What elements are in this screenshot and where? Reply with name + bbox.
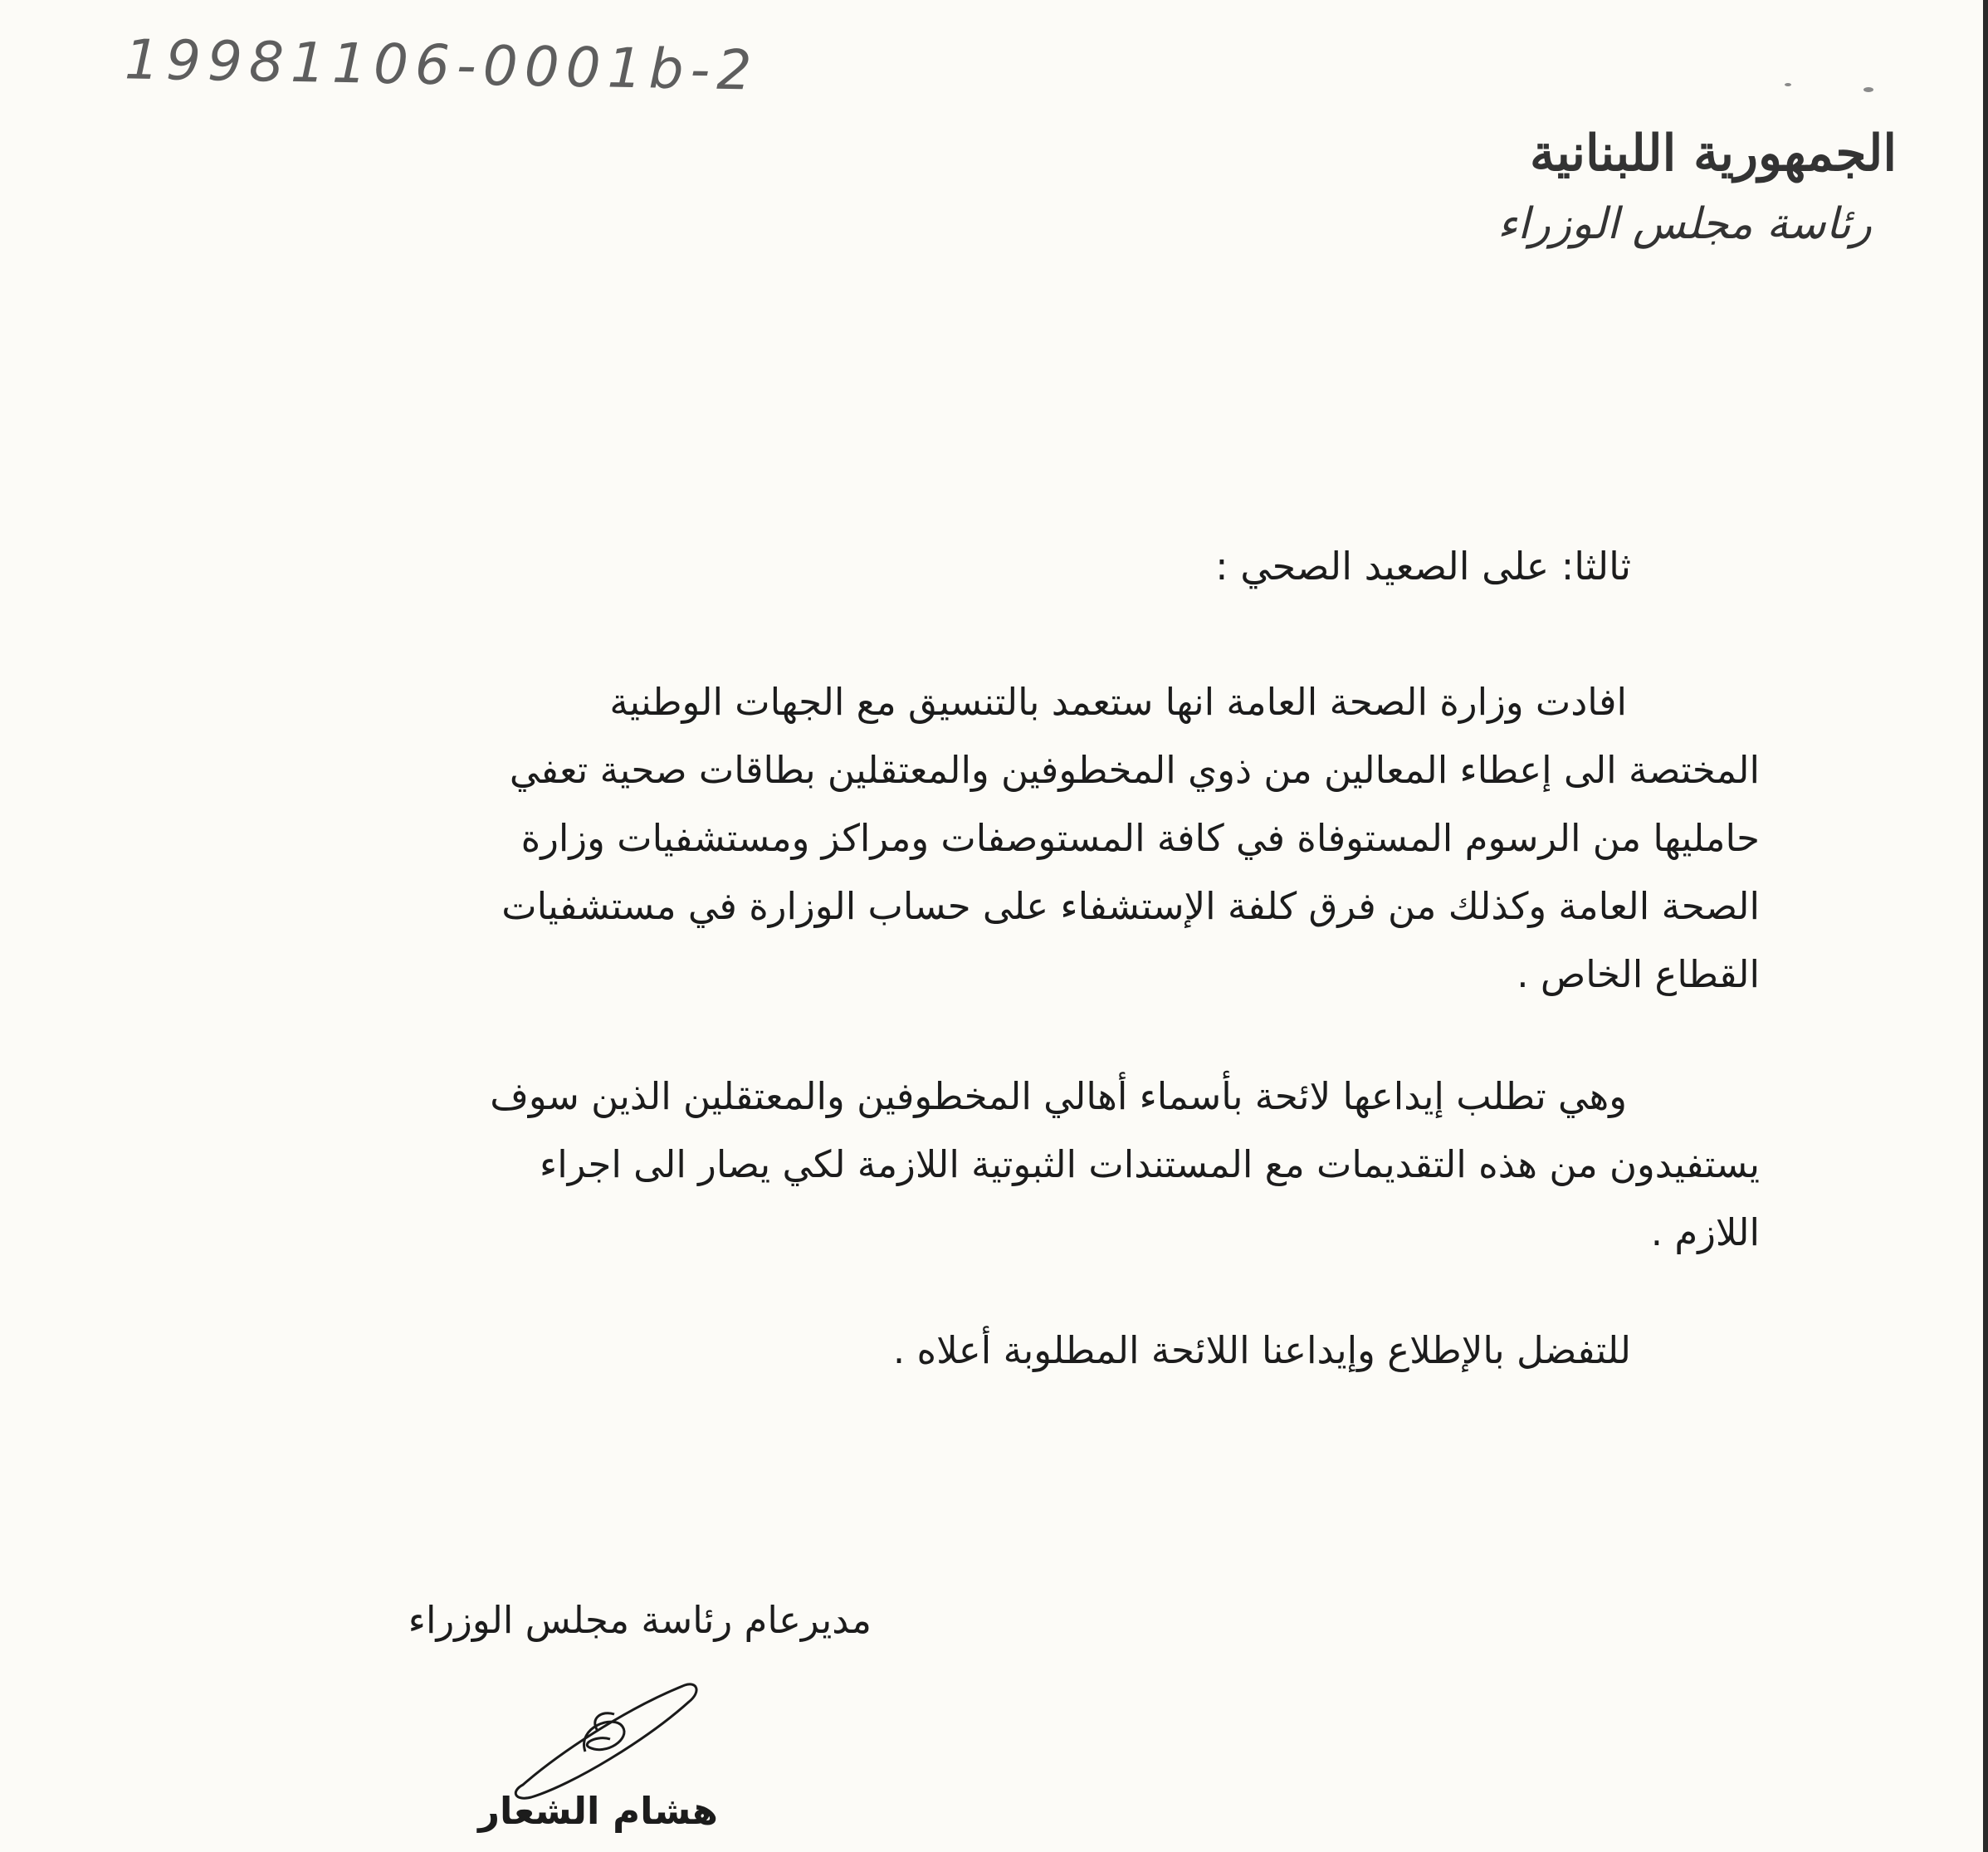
paragraph-line: المختصة الى إعطاء المعالين من ذوي المخطوفين والمعتقلين بطاقات صحية تعفي <box>509 748 1760 792</box>
paragraph-line: افادت وزارة الصحة العامة انها ستعمد بالتنسيق مع الجهات الوطنية <box>609 680 1627 724</box>
letterhead-country: الجمهورية اللبنانية <box>1529 125 1897 183</box>
paragraph-line: حامليها من الرسوم المستوفاة في كافة المستوصفات ومراكز ومستشفيات وزارة <box>520 816 1760 860</box>
paragraph-line: القطاع الخاص . <box>1517 952 1760 996</box>
signer-title: مديرعام رئاسة مجلس الوزراء <box>408 1598 872 1642</box>
paragraph-request <box>274 1063 1760 1267</box>
letterhead <box>1432 116 1897 257</box>
letterhead-office: رئاسة مجلس الوزراء <box>1497 199 1872 249</box>
closing-line: للتفضل بالإطلاع وإيداعنا اللائحة المطلوبة أعلاه . <box>892 1328 1631 1372</box>
reference-number: 19981106-0001b-2 <box>124 27 760 103</box>
scan-edge <box>1983 0 1988 1852</box>
paragraph-line: الصحة العامة وكذلك من فرق كلفة الإستشفاء على حساب الوزارة في مستشفيات <box>501 884 1760 928</box>
scan-speck <box>1785 83 1791 86</box>
scan-speck <box>1863 87 1873 92</box>
paragraph-line: يستفيدون من هذه التقديمات مع المستندات الثبوتية اللازمة لكي يصار الى اجراء <box>540 1142 1760 1186</box>
paragraph-health <box>274 668 1760 1009</box>
section-heading: ثالثا: على الصعيد الصحي : <box>1215 544 1631 589</box>
signer-name: هشام الشعار <box>478 1789 718 1833</box>
paragraph-line: وهي تطلب إيداعها لائحة بأسماء أهالي المخطوفين والمعتقلين الذين سوف <box>490 1074 1627 1118</box>
paragraph-line: اللازم . <box>1650 1210 1760 1254</box>
